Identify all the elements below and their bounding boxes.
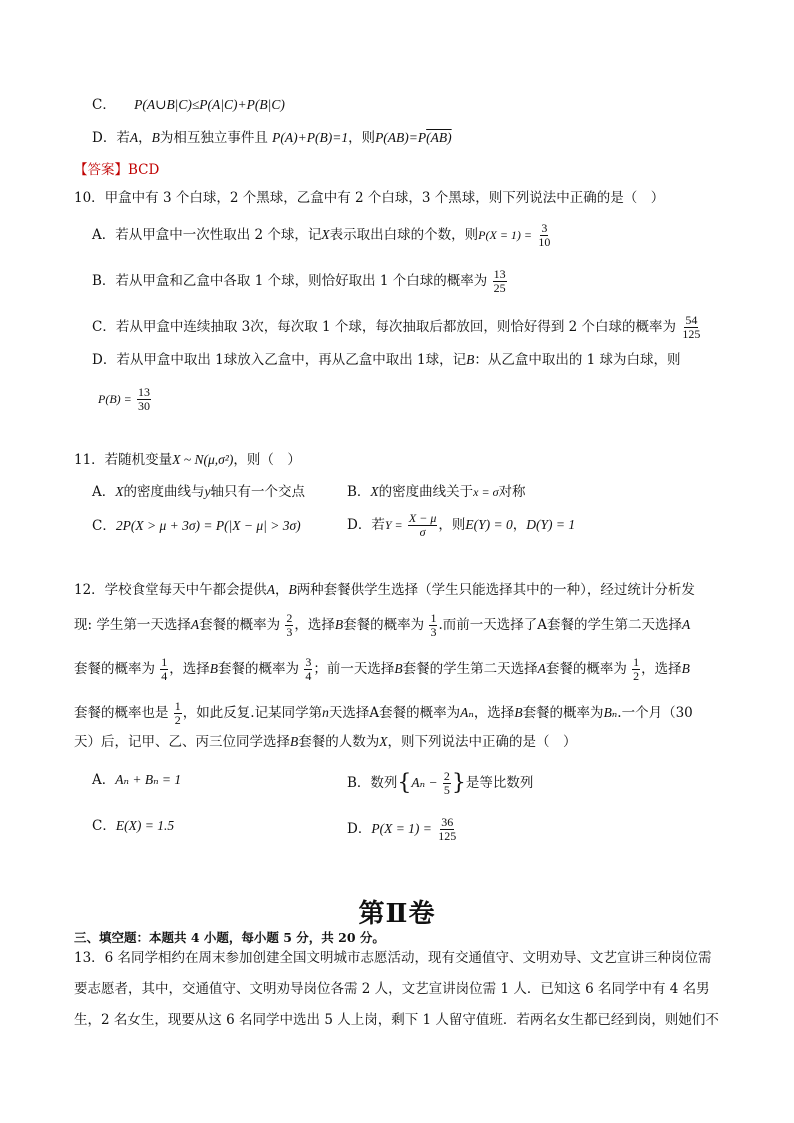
q12-option-c: C．E(X) = 1.5 — [92, 818, 175, 834]
q13-line-3: 生，2 名女生，现要从这 6 名同学中选出 5 人上岗，剩下 1 人留守值班．若两名女生都已经到岗，则她们不 — [74, 1012, 719, 1028]
q10-option-d: D．若从甲盒中取出 1球放入乙盒中，再从乙盒中取出 1球，记B：从乙盒中取出的 1 球为白球，则 — [92, 352, 681, 368]
q10-option-c: C．若从甲盒中连续抽取 3次，每次取 1 个球，每次抽取后都放回，则恰好得到 2 个白球的概率为 $\frac{54}{125}$ — [92, 313, 701, 341]
q11-option-d: D．若Y = $\frac{X - \mu}{\sigma}$ ，则E(Y) = 0，D(Y) = 1 — [347, 511, 576, 539]
q12-option-d: D．P(X = 1) = $\frac{36}{125}$ — [347, 815, 457, 843]
q11-option-b: B．X的密度曲线关于x = σ对称 — [347, 484, 526, 500]
answer-line: 【答案】BCD — [74, 162, 160, 178]
section-heading: 三、填空题：本题共 4 小题，每小题 5 分，共 20 分。 — [74, 930, 385, 945]
q12-option-b: B．数列{Aₙ − $\frac{2}{5}$ }是等比数列 — [347, 769, 534, 797]
q11-option-c: C．2P(X > μ + 3σ) = P(|X − μ| > 3σ) — [92, 518, 301, 534]
q13-line-2: 要志愿者，其中，交通值守、文明劝导岗位各需 2 人，文艺宣讲岗位需 1 人．已知这 6 名同学中有 4 名男 — [74, 981, 710, 997]
q12-line-2: 现: 学生第一天选择A套餐的概率为 $\frac{2}{3}$ ，选择B套餐的概率为 $\frac{1}{3}$ .而前一天选择了A套餐的学生第二天选择A — [74, 611, 691, 639]
q10-option-b: B．若从甲盒和乙盒中各取 1 个球，则恰好取出 1 个白球的概率为 $\frac{13}{25}$ — [92, 267, 506, 295]
q10-option-d-result: P(B) = $\frac{13}{30}$ — [98, 385, 151, 413]
q12-line-3: 套餐的概率为 $\frac{1}{4}$ ，选择B套餐的概率为 $\frac{3}{4}$ ；前一天选择B套餐的学生第二天选择A套餐的概率为 $\frac{1}{2}$ ，选择B — [74, 655, 690, 683]
q10-option-a: A．若从甲盒中一次性取出 2 个球，记X表示取出白球的个数，则P(X = 1) = $\frac{3}{10}$ — [92, 221, 551, 249]
q9-option-c: C． P(A∪B|C)≤P(A|C)+P(B|C) — [92, 97, 285, 113]
q13-line-1: 13．6 名同学相约在周末参加创建全国文明城市志愿活动，现有交通值守、文明劝导、文艺宣讲三种岗位需 — [74, 950, 712, 966]
q9-option-d: D．若A，B为相互独立事件且 P(A)+P(B)=1，则P(AB)=P(AB) — [92, 130, 452, 146]
q12-line-1: 12．学校食堂每天中午都会提供A，B两种套餐供学生选择（学生只能选择其中的一种），经过统计分析发 — [74, 582, 695, 598]
q11-stem: 11．若随机变量X ~ N(μ,σ²)，则（ ） — [74, 452, 301, 468]
q12-line-4: 套餐的概率也是 $\frac{1}{2}$ ，如此反复.记某同学第n天选择A套餐的概率为Aₙ，选择B套餐的概率为Bₙ.一个月（30 — [74, 699, 693, 727]
part-two-title: 第Ⅱ卷 — [358, 899, 436, 929]
q12-line-5: 天）后，记甲、乙、丙三位同学选择B套餐的人数为X，则下列说法中正确的是（ ） — [74, 734, 577, 750]
q11-option-a: A．X的密度曲线与y轴只有一个交点 — [92, 484, 305, 500]
q10-stem: 10．甲盒中有 3 个白球，2 个黑球，乙盒中有 2 个白球，3 个黑球，则下列说法中正确的是（ ） — [74, 190, 665, 206]
q12-option-a: A．Aₙ + Bₙ = 1 — [92, 772, 182, 788]
